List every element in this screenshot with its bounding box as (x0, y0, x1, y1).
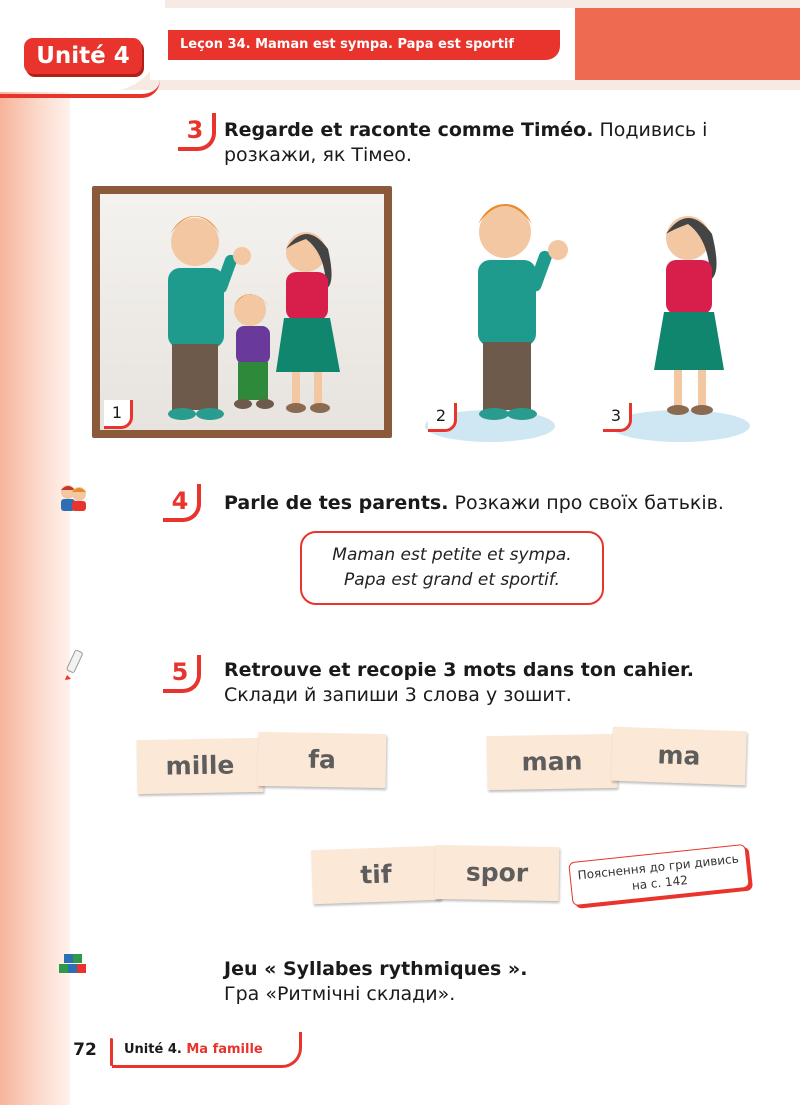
exercise-5-title-fr: Retrouve et recopie 3 mots dans ton cahier. (224, 659, 694, 681)
footer-unit-title: Ma famille (186, 1042, 263, 1057)
blocks-icon (58, 950, 88, 980)
syllable-card-mille[interactable]: mille (137, 738, 264, 794)
pencil-icon (58, 650, 88, 680)
footer-unit-label: Unité 4. (124, 1042, 182, 1057)
family-picture (100, 194, 384, 430)
speech-line-1: Maman est petite et sympa. (332, 545, 572, 565)
lesson-title: Leçon 34. Maman est sympa. Papa est sportif (168, 30, 560, 60)
exercise-5-number: 5 (163, 655, 201, 693)
mom-illustration (640, 200, 740, 425)
exercise-4-title (224, 491, 769, 516)
image-3-label: 3 (603, 403, 632, 432)
kids-icon (58, 482, 88, 512)
exercise-4-title-uk: Розкажи про своїх батьків. (454, 492, 724, 514)
syllable-card-spor[interactable]: spor (435, 845, 560, 901)
unit-badge: Unité 4 (24, 38, 142, 74)
exercise-3-title-fr: Regarde et raconte comme Timéo. (224, 119, 594, 141)
speech-text (302, 543, 602, 593)
syllable-card-tif[interactable]: tif (311, 846, 441, 904)
game-title-uk: Гра «Ритмічні склади». (224, 983, 456, 1005)
footer-unit (112, 1032, 302, 1068)
game-note: Пояснення до гри дивись на с. 142 (568, 844, 750, 906)
exercise-3-title-uk: Подивись і розкажи, як Тімео. (224, 119, 708, 166)
exercise-3-number: 3 (178, 113, 216, 151)
family-illustration (100, 194, 384, 430)
speech-bubble (300, 531, 604, 605)
header-swoosh (0, 80, 160, 98)
syllable-card-fa[interactable]: fa (258, 732, 387, 788)
family-picture-frame (92, 186, 392, 438)
image-1-label: 1 (104, 400, 133, 429)
image-2-label: 2 (428, 403, 457, 432)
syllable-card-ma[interactable]: ma (611, 727, 747, 786)
speech-line-2: Papa est grand et sportif. (344, 570, 560, 590)
page-number: 72 (73, 1040, 97, 1060)
game-title (224, 957, 554, 1007)
header-accent (560, 8, 800, 80)
left-margin-band (0, 0, 70, 1105)
game-title-fr: Jeu « Syllabes rythmiques ». (224, 958, 528, 980)
syllable-card-man[interactable]: man (487, 734, 618, 790)
dad-illustration (450, 190, 580, 430)
exercise-3-title (224, 118, 749, 168)
exercise-5-title (224, 658, 769, 708)
exercise-5-title-uk: Склади й запиши 3 слова у зошит. (224, 684, 572, 706)
exercise-4-number: 4 (163, 484, 201, 522)
exercise-4-title-fr: Parle de tes parents. (224, 492, 449, 514)
